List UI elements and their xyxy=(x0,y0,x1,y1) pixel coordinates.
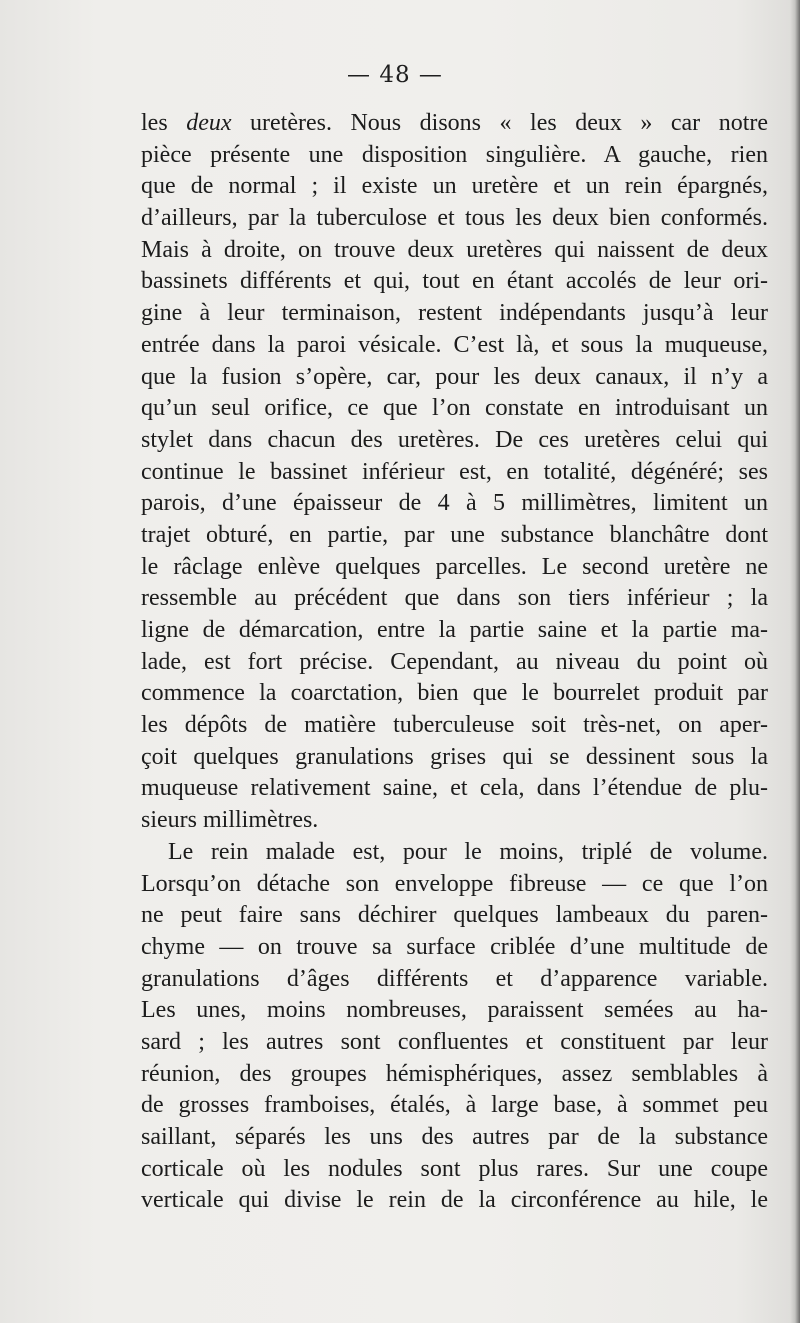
text-line-segment: muqueuse relativement saine, et cela, dans l’étendue de plu- xyxy=(141,775,768,802)
text-line-segment: les dépôts de matière tuberculeuse soit très-net, on aper- xyxy=(141,712,768,739)
text-line xyxy=(141,1122,768,1154)
page-edge-shadow xyxy=(790,0,800,1323)
text-line-segment: lade, est fort précise. Cependant, au niveau du point où xyxy=(141,648,768,675)
text-line-segment: ne peut faire sans déchirer quelques lambeaux du paren- xyxy=(141,902,768,929)
text-line-segment: çoit quelques granulations grises qui se dessinent sous la xyxy=(141,743,768,770)
text-line-segment: les xyxy=(141,110,187,136)
text-line-segment: trajet obturé, en partie, par une substance blanchâtre dont xyxy=(141,521,768,548)
text-line xyxy=(141,837,768,869)
text-line-segment: entrée dans la paroi vésicale. C’est là, et sous la muqueuse, xyxy=(141,331,768,358)
text-line-segment: stylet dans chacun des uretères. De ces uretères celui qui xyxy=(141,426,768,453)
text-line xyxy=(141,615,768,647)
text-line-segment: Mais à droite, on trouve deux uretères qui naissent de deux xyxy=(141,236,768,263)
text-line xyxy=(141,298,768,330)
text-line-segment: ligne de démarcation, entre la partie saine et la partie ma- xyxy=(141,617,768,643)
text-line-segment: réunion, des groupes hémisphériques, assez semblables à xyxy=(141,1060,768,1087)
text-line xyxy=(141,773,768,805)
text-line xyxy=(141,1059,768,1091)
text-line xyxy=(141,330,768,362)
text-line-segment: sard ; les autres sont confluentes et constituent par leur xyxy=(141,1028,768,1055)
text-line xyxy=(141,203,768,235)
text-line-segment: parois, d’une épaisseur de 4 à 5 millimètres, limitent un xyxy=(141,490,768,517)
text-line xyxy=(141,710,768,742)
text-line-segment: Les unes, moins nombreuses, paraissent semées au ha- xyxy=(141,997,768,1024)
text-line-segment: ressemble au précédent que dans son tiers inférieur ; la xyxy=(141,585,768,612)
text-line xyxy=(141,1090,768,1122)
text-line-segment: de grosses framboises, étalés, à large base, à sommet peu xyxy=(141,1092,768,1119)
text-line-segment: chyme — on trouve sa surface criblée d’une multitude de xyxy=(141,933,768,960)
text-line-segment: saillant, séparés les uns des autres par de la substance xyxy=(141,1124,768,1150)
text-line xyxy=(141,932,768,964)
text-line xyxy=(141,235,768,267)
text-line xyxy=(141,393,768,425)
text-line xyxy=(141,678,768,710)
text-line xyxy=(141,647,768,679)
text-line xyxy=(141,1027,768,1059)
text-line-segment: uretères. Nous disons « les deux » car notre xyxy=(231,110,769,136)
text-line-segment: commence la coarctation, bien que le bourrelet produit par xyxy=(141,680,768,707)
text-line-segment: sieurs millimètres. xyxy=(141,807,319,834)
text-line-segment: qu’un seul orifice, ce que l’on constate en introduisant un xyxy=(141,395,768,422)
text-line-segment: gine à leur terminaison, restent indépendants jusqu’à leur xyxy=(141,300,768,327)
page-number-header: — 48 — xyxy=(347,62,443,88)
italic-word: deux xyxy=(186,110,232,136)
text-line xyxy=(141,552,768,584)
text-line xyxy=(141,457,768,489)
text-line-segment: verticale qui divise le rein de la circonférence au hile, le xyxy=(141,1187,768,1214)
text-line-segment: Lorsqu’on détache son enveloppe fibreuse — ce que l’on xyxy=(141,870,768,897)
text-line-segment: que la fusion s’opère, car, pour les deux canaux, il n’y a xyxy=(141,363,768,390)
text-line xyxy=(141,1185,768,1217)
text-line xyxy=(141,488,768,520)
text-line xyxy=(141,171,768,203)
text-line-segment: granulations d’âges différents et d’apparence variable. xyxy=(141,965,768,992)
text-line xyxy=(141,900,768,932)
text-line xyxy=(141,964,768,996)
text-line xyxy=(141,742,768,774)
text-line-segment: continue le bassinet inférieur est, en totalité, dégénéré; ses xyxy=(141,458,768,485)
text-line xyxy=(141,805,768,837)
text-line xyxy=(141,108,768,140)
text-line-segment: Le rein malade est, pour le moins, triplé de volume. xyxy=(168,838,768,865)
text-line xyxy=(141,869,768,901)
text-line xyxy=(141,362,768,394)
text-line xyxy=(141,140,768,172)
text-line-segment: que de normal ; il existe un uretère et un rein épargnés, xyxy=(141,173,768,200)
text-line xyxy=(141,995,768,1027)
text-line xyxy=(141,583,768,615)
text-line-segment: bassinets différents et qui, tout en étant accolés de leur ori- xyxy=(141,268,768,295)
text-line xyxy=(141,520,768,552)
text-line xyxy=(141,425,768,457)
body-text xyxy=(141,108,768,1217)
text-line-segment: corticale où les nodules sont plus rares. Sur une coupe xyxy=(141,1155,768,1182)
text-line-segment: d’ailleurs, par la tuberculose et tous les deux bien conformés. xyxy=(141,205,768,232)
text-line-segment: pièce présente une disposition singulière. A gauche, rien xyxy=(141,141,768,168)
text-line xyxy=(141,1154,768,1186)
text-line xyxy=(141,266,768,298)
text-line-segment: le râclage enlève quelques parcelles. Le second uretère ne xyxy=(141,553,768,580)
